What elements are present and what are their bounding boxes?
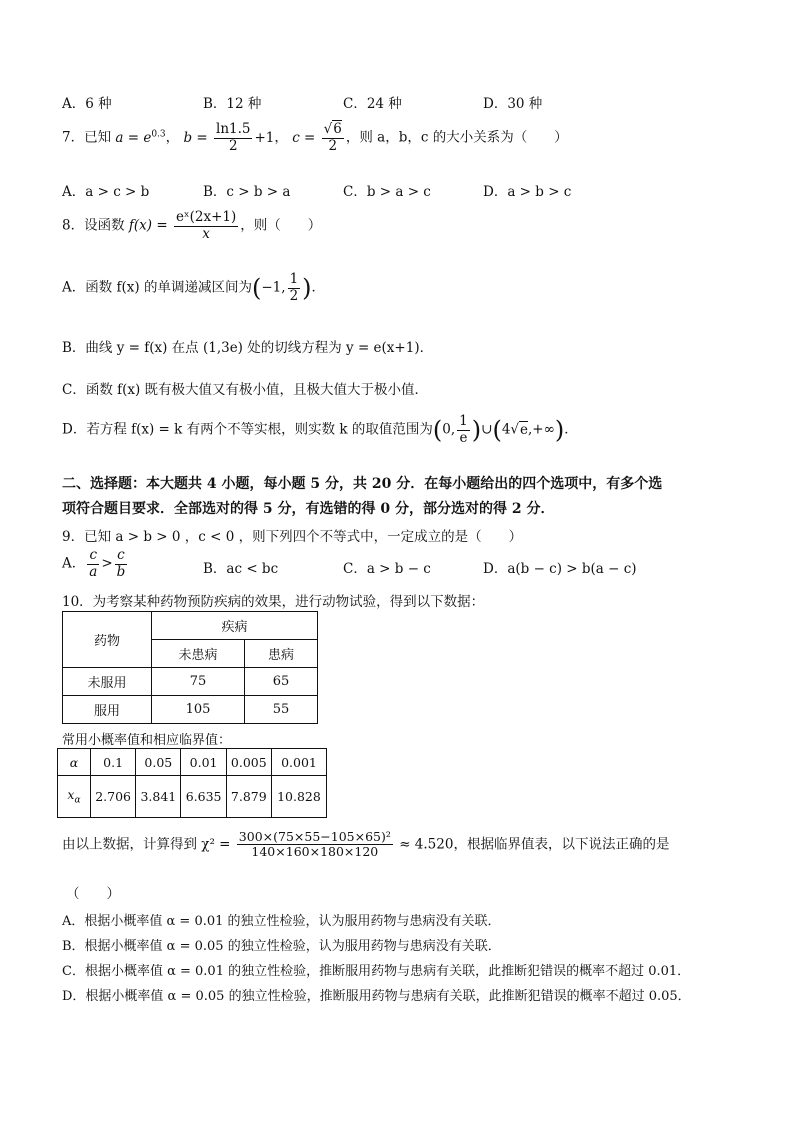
q8-option-d: D．若方程 f(x) = k 有两个不等实根，则实数 k 的取值范围为(0, $\frac{1}{e}$ )∪(4√e,+∞)． <box>62 413 578 446</box>
contingency-table <box>62 611 318 724</box>
x-cell: 3.841 <box>136 776 181 818</box>
q7-option-d: D．a > b > c <box>483 184 572 200</box>
q8-option-b: B．曲线 y = f(x) 在点 (1,3e) 处的切线方程为 y = e(x+1)． <box>62 340 434 356</box>
crit-title: 常用小概率值和相应临界值： <box>62 733 232 748</box>
x-cell: 10.828 <box>271 776 326 818</box>
q9-stem: 9．已知 a > b > 0 ，c < 0 ，则下列四个不等式中，一定成立的是（ ） <box>62 529 523 545</box>
q7-stem: 7．已知 $a = e^{0.3}$， b = $\frac{\ln 1.5}{2}$ +1， c = $\frac{√6}{2}$ ，则 a，b，c 的大小关系为（ ） <box>62 121 568 154</box>
q7-stem-tail: ，则 a，b，c 的大小关系为（ ） <box>345 129 568 146</box>
table-header-drug: 药物 <box>63 612 152 668</box>
q10-option-b: B．根据小概率值 α = 0.05 的独立性检验，认为服用药物与患病没有关联． <box>62 939 501 954</box>
q10-stem: 10．为考察某种药物预防疾病的效果，进行动物试验，得到以下数据： <box>62 594 485 610</box>
q9-option-d: D．a(b − c) > b(a − c) <box>483 561 637 577</box>
table-row <box>63 696 318 724</box>
q7-option-a: A．a > c > b <box>62 184 150 200</box>
table-header-no-disease: 未患病 <box>152 640 245 668</box>
row-label: 未服用 <box>63 668 152 696</box>
q7-c-expr: c = $\frac{√6}{2}$ <box>292 121 342 154</box>
critical-value-table <box>57 748 327 818</box>
cell-no: 75 <box>152 668 245 696</box>
q10-option-c: C．根据小概率值 α = 0.01 的独立性检验，推断服用药物与患病有关联，此推断犯错误的概率不超过 0.01． <box>62 964 691 979</box>
q7-option-b: B．c > b > a <box>203 184 291 200</box>
alpha-cell: 0.1 <box>91 749 136 776</box>
q6-option-b: B．12 种 <box>203 96 262 112</box>
table-header-disease-yes: 患病 <box>245 640 318 668</box>
q10-calc: 由以上数据，计算得到 χ² = $\frac{\text{300×(75×55−105×65)²}}{140\times 160\times 180\times 120}$ ≈ 4.520，根据临界值表，以下说法正确的是 <box>62 829 670 860</box>
q8-option-a: A．函数 f(x) 的单调递减区间为(−1, $\frac{1}{2}$ )． <box>62 271 326 304</box>
row-label: 服用 <box>63 696 152 724</box>
cell-yes: 55 <box>245 696 318 724</box>
alpha-cell: 0.01 <box>181 749 226 776</box>
section2-line2: 项符合题目要求．全部选对的得 5 分，有选错的得 0 分，部分选对的得 2 分． <box>62 501 555 517</box>
x-cell: 2.706 <box>91 776 136 818</box>
q9-option-c: C．a > b − c <box>343 561 431 577</box>
q7-b-expr: b = $\frac{\ln 1.5}{2}$ +1 <box>183 121 275 154</box>
cell-no: 105 <box>152 696 245 724</box>
q6-option-d: D．30 种 <box>483 96 543 112</box>
q7-prefix: 7．已知 <box>62 129 112 146</box>
q7-a-expr: $a = e^{0.3}$ <box>115 129 166 146</box>
x-cell: 6.635 <box>181 776 226 818</box>
q8-fraction: $\frac{\text{eˣ(2x+1)}}{x}$ <box>175 209 237 242</box>
x-alpha-label: $x_\alpha$ <box>58 776 91 818</box>
q8-function: f(x) = <box>128 217 168 234</box>
q8-prefix: 8．设函数 <box>62 217 125 234</box>
q10-answer-paren: （ ） <box>66 886 120 902</box>
q10-option-a: A．根据小概率值 α = 0.01 的独立性检验，认为服用药物与患病没有关联． <box>62 914 501 929</box>
q10-option-d: D．根据小概率值 α = 0.05 的独立性检验，推断服用药物与患病有关联，此推断犯错误的概率不超过 0.05． <box>62 989 691 1004</box>
q8-stem: 8．设函数 f(x) = $\frac{\text{eˣ(2x+1)}}{x}$ ，则（ ） <box>62 209 322 242</box>
q6-option-a: A．6 种 <box>62 96 112 112</box>
cell-yes: 65 <box>245 668 318 696</box>
table-row <box>63 668 318 696</box>
alpha-cell: 0.001 <box>271 749 326 776</box>
alpha-cell: 0.05 <box>136 749 181 776</box>
table-header-disease: 疾病 <box>152 612 318 640</box>
q6-option-c: C．24 种 <box>343 96 402 112</box>
q7-option-c: C．b > a > c <box>343 184 431 200</box>
alpha-cell: 0.005 <box>226 749 271 776</box>
q9-option-a: A． $\frac{c}{a}$ > $\frac{c}{b}$ <box>62 547 126 580</box>
alpha-label: α <box>58 749 91 776</box>
section2-line1: 二、选择题：本大题共 4 小题，每小题 5 分，共 20 分．在每小题给出的四个选项中，有多个选 <box>62 476 663 492</box>
q8-option-c: C．函数 f(x) 既有极大值又有极小值，且极大值大于极小值． <box>62 382 429 398</box>
x-cell: 7.879 <box>226 776 271 818</box>
q9-option-b: B．ac < bc <box>203 561 279 577</box>
